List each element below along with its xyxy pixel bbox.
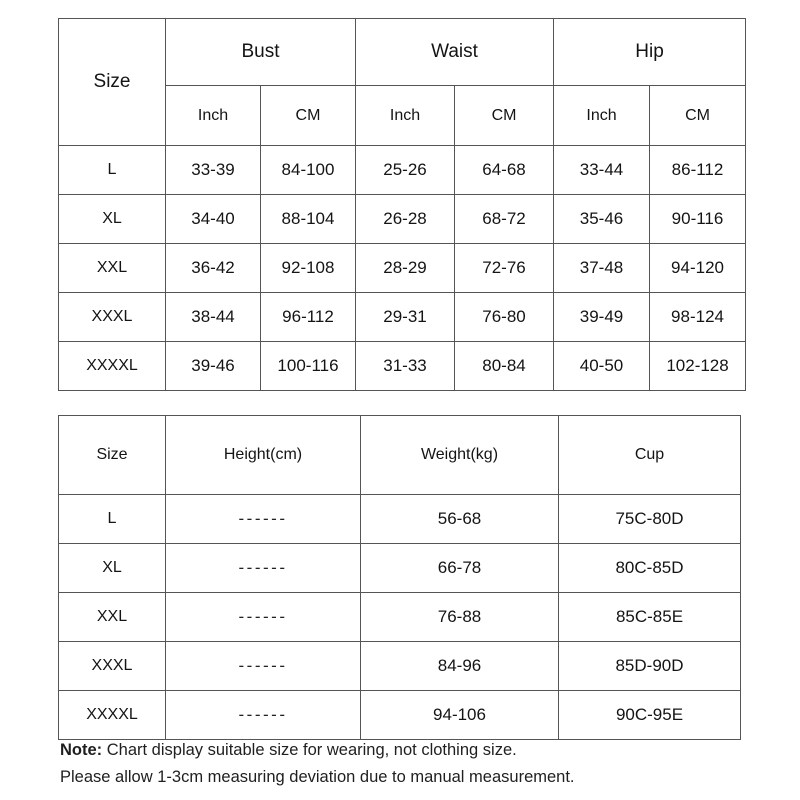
cell-weight: 66-78 xyxy=(361,544,559,593)
table-row xyxy=(59,544,741,593)
cell-height: ------ xyxy=(166,495,361,544)
cell-size: XL xyxy=(59,195,166,244)
cell-size: L xyxy=(59,495,166,544)
table-row xyxy=(59,642,741,691)
table-row xyxy=(59,195,746,244)
cell-hip-cm: 102-128 xyxy=(650,342,746,391)
cell-size: XXXXL xyxy=(59,342,166,391)
cell-bust-cm: 100-116 xyxy=(261,342,356,391)
header-group-hip: Hip xyxy=(554,19,746,86)
cell-bust-inch: 39-46 xyxy=(166,342,261,391)
cell-waist-cm: 72-76 xyxy=(455,244,554,293)
cell-weight: 56-68 xyxy=(361,495,559,544)
table-row xyxy=(59,146,746,195)
cell-cup: 85C-85E xyxy=(559,593,741,642)
header-hip-inch: Inch xyxy=(554,86,650,146)
cell-height: ------ xyxy=(166,691,361,740)
note-text-1: Chart display suitable size for wearing, not clothing size. xyxy=(106,741,517,759)
cell-weight: 76-88 xyxy=(361,593,559,642)
table-row xyxy=(59,593,741,642)
table-row xyxy=(59,342,746,391)
cell-hip-inch: 33-44 xyxy=(554,146,650,195)
cell-height: ------ xyxy=(166,593,361,642)
cell-bust-cm: 92-108 xyxy=(261,244,356,293)
header-cup: Cup xyxy=(559,416,741,495)
cell-bust-inch: 36-42 xyxy=(166,244,261,293)
cell-bust-inch: 34-40 xyxy=(166,195,261,244)
header-bust-cm: CM xyxy=(261,86,356,146)
cell-size: XXXXL xyxy=(59,691,166,740)
header-hip-cm: CM xyxy=(650,86,746,146)
cell-waist-cm: 76-80 xyxy=(455,293,554,342)
cell-height: ------ xyxy=(166,642,361,691)
bodyspec-header-row xyxy=(59,416,741,495)
cell-waist-cm: 80-84 xyxy=(455,342,554,391)
notes-block xyxy=(60,737,760,791)
group-header-row xyxy=(59,19,746,86)
note-line-1 xyxy=(60,737,760,764)
cell-size: XXL xyxy=(59,593,166,642)
cell-waist-cm: 64-68 xyxy=(455,146,554,195)
measurement-table-head xyxy=(59,19,746,146)
cell-hip-inch: 40-50 xyxy=(554,342,650,391)
header-bust-inch: Inch xyxy=(166,86,261,146)
header-size: Size xyxy=(59,416,166,495)
cell-cup: 85D-90D xyxy=(559,642,741,691)
note-line-2: Please allow 1-3cm measuring deviation due to manual measurement. xyxy=(60,768,575,786)
cell-hip-inch: 39-49 xyxy=(554,293,650,342)
cell-waist-cm: 68-72 xyxy=(455,195,554,244)
table-row xyxy=(59,293,746,342)
cell-hip-cm: 98-124 xyxy=(650,293,746,342)
cell-size: XXXL xyxy=(59,293,166,342)
cell-waist-inch: 25-26 xyxy=(356,146,455,195)
cell-size: L xyxy=(59,146,166,195)
cell-bust-cm: 88-104 xyxy=(261,195,356,244)
header-height: Height(cm) xyxy=(166,416,361,495)
cell-size: XXXL xyxy=(59,642,166,691)
cell-cup: 75C-80D xyxy=(559,495,741,544)
header-size: Size xyxy=(59,19,166,146)
header-waist-cm: CM xyxy=(455,86,554,146)
bodyspec-table-body xyxy=(59,495,741,740)
cell-weight: 84-96 xyxy=(361,642,559,691)
bodyspec-table xyxy=(58,415,741,740)
header-weight: Weight(kg) xyxy=(361,416,559,495)
cell-waist-inch: 26-28 xyxy=(356,195,455,244)
cell-size: XXL xyxy=(59,244,166,293)
cell-waist-inch: 28-29 xyxy=(356,244,455,293)
cell-bust-inch: 38-44 xyxy=(166,293,261,342)
table-row xyxy=(59,244,746,293)
cell-hip-inch: 35-46 xyxy=(554,195,650,244)
cell-hip-cm: 94-120 xyxy=(650,244,746,293)
cell-hip-inch: 37-48 xyxy=(554,244,650,293)
table-row xyxy=(59,691,741,740)
cell-bust-cm: 96-112 xyxy=(261,293,356,342)
header-waist-inch: Inch xyxy=(356,86,455,146)
cell-cup: 80C-85D xyxy=(559,544,741,593)
cell-waist-inch: 29-31 xyxy=(356,293,455,342)
measurement-table-body xyxy=(59,146,746,391)
cell-height: ------ xyxy=(166,544,361,593)
cell-waist-inch: 31-33 xyxy=(356,342,455,391)
cell-size: XL xyxy=(59,544,166,593)
cell-weight: 94-106 xyxy=(361,691,559,740)
cell-bust-cm: 84-100 xyxy=(261,146,356,195)
table-row xyxy=(59,495,741,544)
cell-hip-cm: 90-116 xyxy=(650,195,746,244)
note-label: Note: xyxy=(60,741,107,759)
header-group-waist: Waist xyxy=(356,19,554,86)
cell-bust-inch: 33-39 xyxy=(166,146,261,195)
cell-cup: 90C-95E xyxy=(559,691,741,740)
measurement-table xyxy=(58,18,746,391)
cell-hip-cm: 86-112 xyxy=(650,146,746,195)
bodyspec-table-head xyxy=(59,416,741,495)
header-group-bust: Bust xyxy=(166,19,356,86)
